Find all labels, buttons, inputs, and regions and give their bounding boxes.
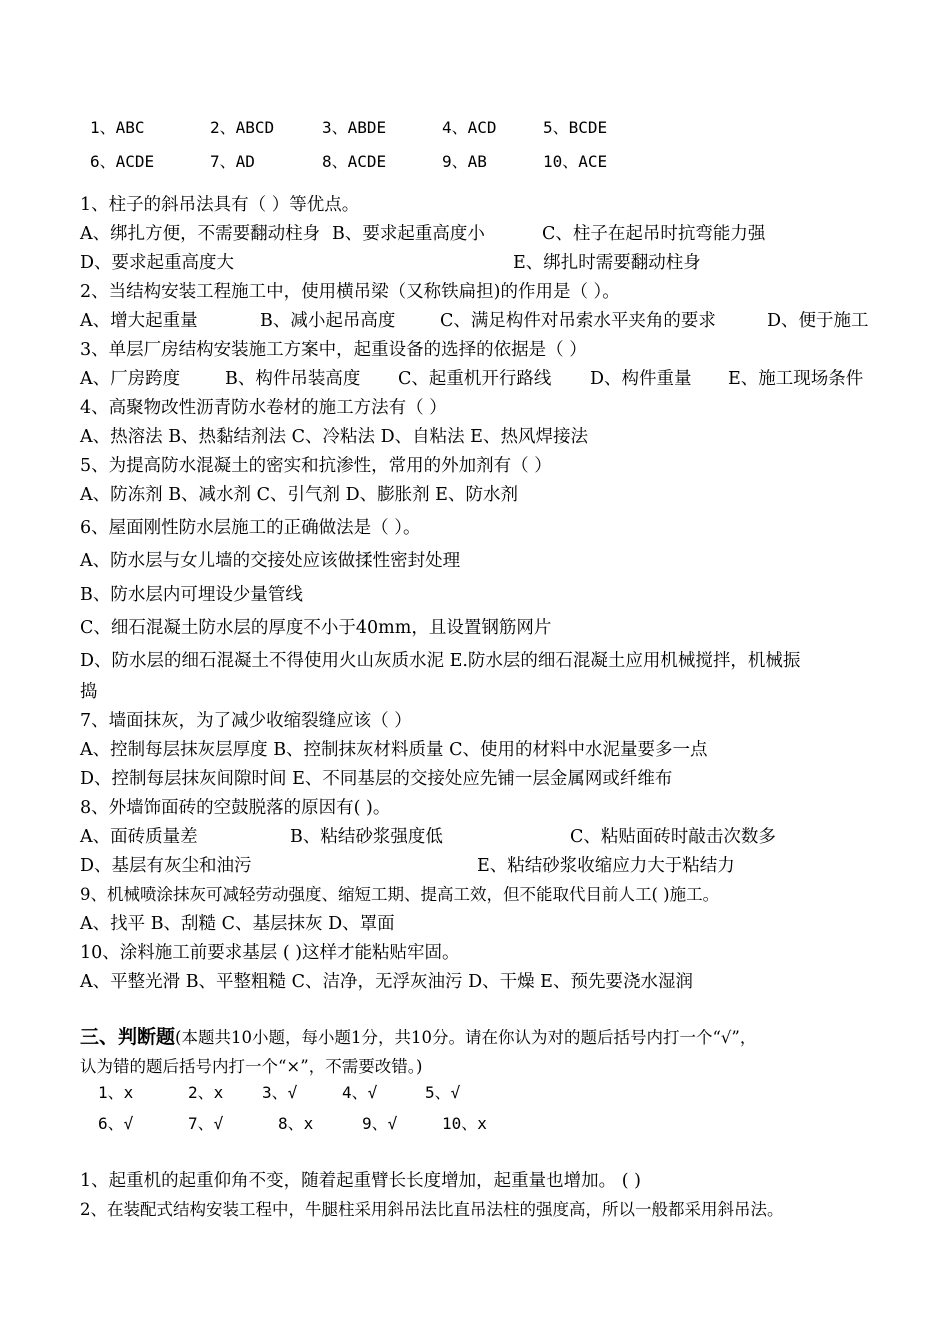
- question-options: A、热溶法 B、热黏结剂法 C、冷粘法 D、自粘法 E、热风焊接法: [80, 427, 588, 447]
- question-stem: 6、屋面刚性防水层施工的正确做法是（ ）。: [80, 518, 421, 538]
- option-b: B、粘结砂浆强度低: [290, 827, 443, 847]
- answer-item: 5、√: [425, 1083, 461, 1102]
- option-a: A、厂房跨度: [80, 369, 181, 389]
- option-c: C、细石混凝土防水层的厚度不小于40mm，且设置钢筋网片: [80, 618, 552, 638]
- section-instructions: 认为错的题后括号内打一个“×”，不需要改错。): [80, 1057, 423, 1076]
- option-e: E、粘结砂浆收缩应力大于粘结力: [477, 856, 735, 876]
- answer-item: 10、x: [442, 1114, 487, 1133]
- answer-item: 4、ACD: [442, 118, 497, 137]
- question-stem: 5、为提高防水混凝土的密实和抗渗性，常用的外加剂有（ ）: [80, 456, 552, 476]
- option-b: B、构件吊装高度: [225, 369, 361, 389]
- question-stem: 9、机械喷涂抹灰可减轻劳动强度、缩短工期、提高工效，但不能取代目前人工( )施工。: [80, 885, 720, 904]
- option-d: D、基层有灰尘和油污: [80, 856, 252, 876]
- option-b: B、要求起重高度小: [332, 224, 485, 244]
- option-d-continued: 捣: [80, 682, 98, 702]
- question-options: A、防冻剂 B、减水剂 C、引气剂 D、膨胀剂 E、防水剂: [80, 485, 518, 505]
- option-c: C、满足构件对吊索水平夹角的要求: [440, 311, 716, 331]
- question-stem: 7、墙面抹灰，为了减少收缩裂缝应该（ ）: [80, 711, 412, 731]
- option-b: B、减小起吊高度: [260, 311, 396, 331]
- answer-item: 8、ACDE: [322, 152, 387, 171]
- option-a: A、防水层与女儿墙的交接处应该做揉性密封处理: [80, 551, 461, 571]
- judgment-question: 2、在装配式结构安装工程中，牛腿柱采用斜吊法比直吊法柱的强度高，所以一般都采用斜吊法。: [80, 1200, 784, 1219]
- answer-item: 3、ABDE: [322, 118, 387, 137]
- answer-item: 9、AB: [442, 152, 487, 171]
- option-d: D、要求起重高度大: [80, 253, 235, 273]
- question-options: [80, 252, 880, 274]
- question-options: [80, 826, 880, 848]
- option-b: B、防水层内可埋设少量管线: [80, 585, 303, 605]
- question-options: A、找平 B、刮糙 C、基层抹灰 D、罩面: [80, 914, 395, 934]
- question-options: [80, 310, 880, 332]
- answer-item: 1、ABC: [90, 118, 145, 137]
- section-heading: [80, 1026, 756, 1049]
- question-stem: 10、涂料施工前要求基层 ( )这样才能粘贴牢固。: [80, 943, 460, 963]
- option-e: E、施工现场条件: [728, 369, 864, 389]
- question-options: [80, 223, 880, 245]
- question-stem: 3、单层厂房结构安装施工方案中，起重设备的选择的依据是（ ）: [80, 340, 587, 360]
- option-d: D、便于施工: [767, 311, 869, 331]
- question-options: [80, 368, 880, 390]
- answer-item: 4、√: [342, 1083, 378, 1102]
- option-c: C、起重机开行路线: [398, 369, 552, 389]
- question-options: D、控制每层抹灰间隙时间 E、不同基层的交接处应先铺一层金属网或纤维布: [80, 769, 673, 789]
- answer-item: 2、x: [188, 1083, 224, 1102]
- answer-item: 3、√: [262, 1083, 298, 1102]
- option-a: A、增大起重量: [80, 311, 198, 331]
- question-stem: 2、当结构安装工程施工中，使用横吊梁（又称铁扁担)的作用是（ ）。: [80, 282, 620, 302]
- option-d: D、构件重量: [590, 369, 692, 389]
- option-a: A、绑扎方便，不需要翻动柱身: [80, 224, 321, 244]
- answer-item: 1、x: [98, 1083, 134, 1102]
- section-instructions: (本题共10小题，每小题1分，共10分。请在你认为对的题后括号内打一个“√”，: [175, 1028, 757, 1047]
- answer-item: 6、√: [98, 1114, 134, 1133]
- option-a: A、面砖质量差: [80, 827, 198, 847]
- question-stem: 1、柱子的斜吊法具有（ ）等优点。: [80, 195, 360, 215]
- answer-item: 7、AD: [210, 152, 255, 171]
- question-stem: 8、外墙饰面砖的空鼓脱落的原因有( )。: [80, 798, 391, 818]
- answer-item: 9、√: [362, 1114, 398, 1133]
- answer-item: 2、ABCD: [210, 118, 275, 137]
- option-c: C、粘贴面砖时敲击次数多: [570, 827, 776, 847]
- question-options: [80, 855, 880, 877]
- option-c: C、柱子在起吊时抗弯能力强: [542, 224, 766, 244]
- judgment-question: 1、起重机的起重仰角不变，随着起重臂长长度增加，起重量也增加。 ( ): [80, 1171, 641, 1191]
- answer-item: 10、ACE: [543, 152, 608, 171]
- question-options: A、平整光滑 B、平整粗糙 C、洁净，无浮灰油污 D、干燥 E、预先要浇水湿润: [80, 972, 693, 992]
- answer-item: 7、√: [188, 1114, 224, 1133]
- section-title: 三、判断题: [80, 1026, 176, 1048]
- question-stem: 4、高聚物改性沥青防水卷材的施工方法有（ ）: [80, 398, 447, 418]
- question-options: A、控制每层抹灰层厚度 B、控制抹灰材料质量 C、使用的材料中水泥量要多一点: [80, 740, 708, 760]
- answer-item: 8、x: [278, 1114, 314, 1133]
- option-d: D、防水层的细石混凝土不得使用火山灰质水泥 E.防水层的细石混凝土应用机械搅拌，机械振: [80, 651, 801, 671]
- option-e: E、绑扎时需要翻动柱身: [513, 253, 701, 273]
- answer-item: 5、BCDE: [543, 118, 608, 137]
- answer-item: 6、ACDE: [90, 152, 155, 171]
